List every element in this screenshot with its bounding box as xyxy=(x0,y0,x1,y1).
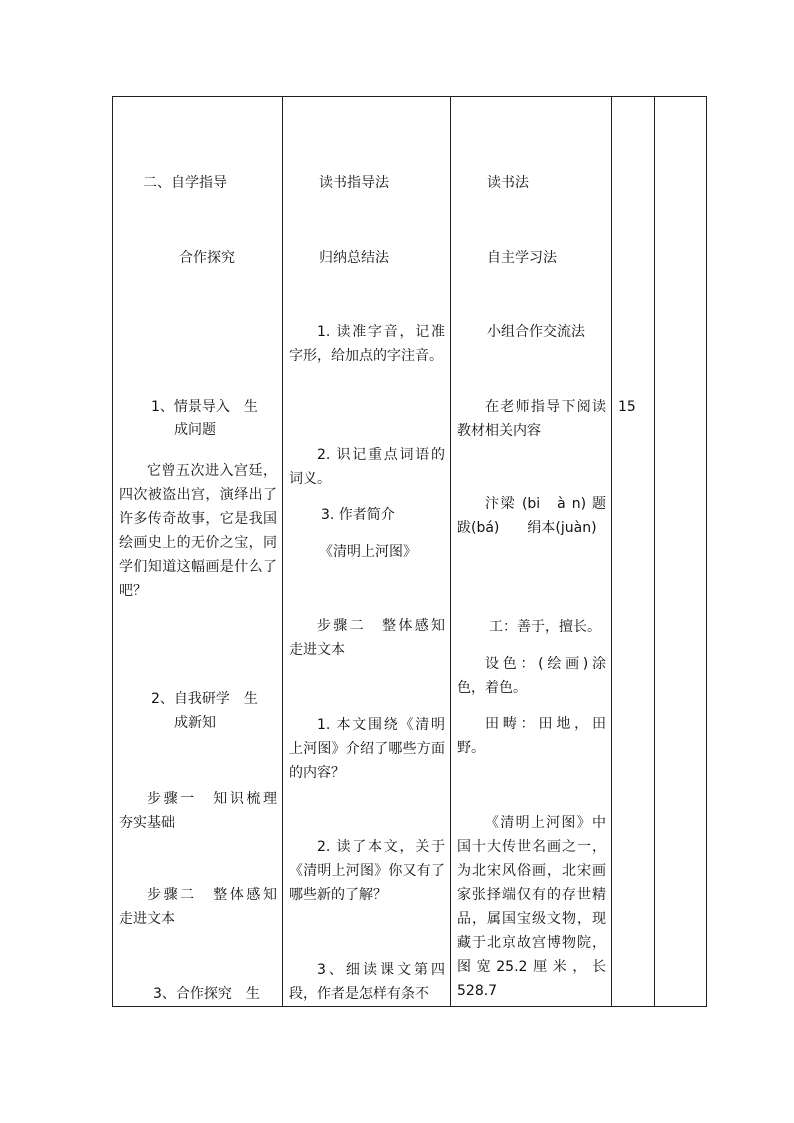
guide-heading: 二、自学指导 xyxy=(143,175,227,191)
step1-title-a: 1、情景导入 生 xyxy=(151,399,258,415)
lesson-plan-table xyxy=(112,96,707,1007)
task-author: 3. 作者简介 xyxy=(321,507,395,523)
sub-step-two: 步骤二 整体感知 走进文本 xyxy=(119,887,291,927)
question-three: 3、细读课文第四段，作者是怎样有条不 xyxy=(289,962,445,1002)
pinyin-notes: 汴梁 (bi à n) 题跋(bá) 绢本(juàn) xyxy=(457,496,606,536)
vocab-tianchou: 田畴：田地，田野。 xyxy=(457,716,606,756)
step3-title: 3、合作探究 生 xyxy=(153,986,260,1002)
painting-intro: 《清明上河图》中国十大传世名画之一，为北宋风俗画，北宋画家张择端仅有的存世精品，属国宝级文物，现藏于北京故宫博物院，图宽25.2厘米，长528.7 xyxy=(457,815,606,999)
method-summary: 归纳总结法 xyxy=(319,250,389,266)
step2-title-a: 2、自我研学 生 xyxy=(151,691,258,707)
sub-step-one: 步骤一 知识梳理 夯实基础 xyxy=(119,791,291,831)
task-vocabulary: 2. 识记重点词语的词义。 xyxy=(289,447,445,487)
vocab-shese: 设色：(绘画)涂色，着色。 xyxy=(457,656,606,696)
teacher-method-cell xyxy=(283,97,459,1007)
task-pronunciation: 1. 读准字音，记准字形，给加点的字注音。 xyxy=(289,324,445,364)
step1-title-b: 成问题 xyxy=(174,422,216,438)
question-two: 2. 读了本文，关于《清明上河图》你又有了哪些新的了解？ xyxy=(289,839,445,903)
question-one: 1. 本文围绕《清明上河图》介绍了哪些方面的内容？ xyxy=(289,717,445,781)
activity-cell xyxy=(113,97,291,1007)
method-group: 小组合作交流法 xyxy=(487,324,585,340)
notes-cell xyxy=(655,97,707,1007)
method-reading: 读书法 xyxy=(487,175,529,191)
step2-title-b: 成新知 xyxy=(174,715,216,731)
table-row xyxy=(113,97,707,1007)
step-two-label: 步骤二 整体感知 走进文本 xyxy=(289,618,459,658)
vocab-gong: 工：善于，擅长。 xyxy=(489,619,601,635)
coop-heading: 合作探究 xyxy=(179,250,235,266)
guided-reading: 在老师指导下阅读教材相关内容 xyxy=(457,399,606,439)
student-method-cell xyxy=(451,97,612,1007)
time-minutes: 15 xyxy=(618,399,636,415)
work-title: 《清明上河图》 xyxy=(319,544,417,560)
method-self-study: 自主学习法 xyxy=(487,250,557,266)
method-reading-guide: 读书指导法 xyxy=(319,175,389,191)
time-cell xyxy=(612,97,655,1007)
intro-paragraph: 它曾五次进入宫廷，四次被盗出宫，演绎出了许多传奇故事，它是我国绘画史上的无价之宝，同学们知道这幅画是什么了吧？ xyxy=(119,463,277,599)
